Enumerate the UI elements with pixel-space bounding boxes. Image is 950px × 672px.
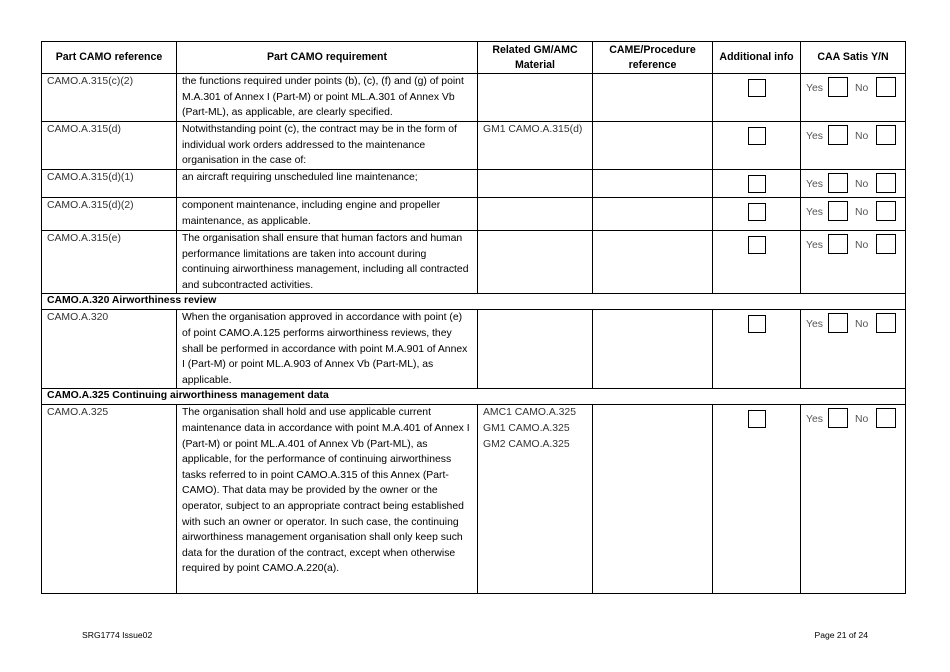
row-caa-satis: [801, 74, 906, 122]
no-checkbox[interactable]: [876, 313, 896, 333]
footer-document-id: SRG1774 Issue02: [82, 630, 153, 640]
row-came-reference[interactable]: [593, 310, 713, 389]
row-caa-satis: [801, 231, 906, 294]
row-gm-amc: [478, 170, 593, 198]
row-came-reference[interactable]: [593, 170, 713, 198]
row-reference: CAMO.A.320: [42, 310, 177, 389]
no-label: No: [854, 240, 869, 251]
yes-label: Yes: [806, 83, 823, 94]
row-reference: CAMO.A.315(d): [42, 122, 177, 170]
row-reference: CAMO.A.315(d)(2): [42, 198, 177, 231]
row-requirement: When the organisation approved in accordance with point (e) of point CAMO.A.125 performs airworthiness reviews, they shall be performed in accordance with point M.A.901 of Annex I (Part-M) or point ML.A.903 of Annex Vb (Part-ML), as applicable.: [177, 310, 478, 389]
row-requirement: The organisation shall hold and use applicable current maintenance data in accordance with point M.A.401 of Annex I (Part-M) or point ML.A.401 of Annex Vb (Part-ML), as applicable, for the performance of continuing airworthiness tasks referred to in point CAMO.A.315 of this Annex (Part-CAMO). That data may be provided by the owner or the operator, subject to an appropriate contract being established with such an owner or operator. In such case, the continuing airworthiness management organisation shall only keep such data for the duration of the contract, except when otherwise required by point CAMO.A.220(a).: [177, 405, 478, 594]
row-caa-satis: [801, 405, 906, 594]
row-came-reference[interactable]: [593, 122, 713, 170]
yes-label: Yes: [806, 131, 823, 142]
section-row: [42, 389, 906, 405]
header-came-procedure-reference: CAME/Procedure reference: [593, 42, 713, 74]
additional-info-checkbox[interactable]: [748, 315, 766, 333]
no-label: No: [854, 319, 869, 331]
additional-info-checkbox[interactable]: [748, 236, 766, 254]
camo-compliance-table: [41, 41, 906, 594]
row-gm-amc: [478, 310, 593, 389]
section-heading-airworthiness-review: CAMO.A.320 Airworthiness review: [42, 294, 906, 310]
row-caa-satis: [801, 122, 906, 170]
row-gm-amc: [478, 231, 593, 294]
no-label: No: [854, 131, 869, 142]
no-checkbox[interactable]: [876, 77, 896, 97]
row-additional-info: [713, 170, 801, 198]
additional-info-checkbox[interactable]: [748, 410, 766, 428]
row-additional-info: [713, 198, 801, 231]
row-requirement: The organisation shall ensure that human factors and human performance limitations are taken into account during continuing airworthiness management, including all contracted and subcontracted activities.: [177, 231, 478, 294]
yes-label: Yes: [806, 319, 823, 331]
section-row: [42, 294, 906, 310]
yes-checkbox[interactable]: [828, 77, 848, 97]
additional-info-checkbox[interactable]: [748, 127, 766, 145]
header-part-camo-requirement: Part CAMO requirement: [177, 42, 478, 74]
section-heading-maintenance-data: CAMO.A.325 Continuing airworthiness management data: [42, 389, 906, 405]
row-requirement: an aircraft requiring unscheduled line maintenance;: [177, 170, 478, 198]
header-related-gm-amc: Related GM/AMC Material: [478, 42, 593, 74]
no-checkbox[interactable]: [876, 408, 896, 428]
header-part-camo-reference: Part CAMO reference: [42, 42, 177, 74]
no-checkbox[interactable]: [876, 201, 896, 221]
table-row: [42, 310, 906, 389]
row-caa-satis: [801, 310, 906, 389]
row-came-reference[interactable]: [593, 405, 713, 594]
table-row: [42, 74, 906, 122]
row-requirement: component maintenance, including engine and propeller maintenance, as applicable.: [177, 198, 478, 231]
row-additional-info: [713, 231, 801, 294]
yes-checkbox[interactable]: [828, 313, 848, 333]
table-header-row: [42, 42, 906, 74]
no-label: No: [854, 83, 869, 94]
table-row: [42, 231, 906, 294]
row-reference: CAMO.A.315(d)(1): [42, 170, 177, 198]
row-came-reference[interactable]: [593, 74, 713, 122]
row-gm-amc: AMC1 CAMO.A.325 GM1 CAMO.A.325 GM2 CAMO.A.325: [478, 405, 593, 594]
yes-checkbox[interactable]: [828, 408, 848, 428]
header-additional-info: Additional info: [713, 42, 801, 74]
row-additional-info: [713, 74, 801, 122]
no-checkbox[interactable]: [876, 125, 896, 145]
row-caa-satis: [801, 198, 906, 231]
row-requirement: the functions required under points (b), (c), (f) and (g) of point M.A.301 of Annex I (Part-M) or point ML.A.301 of Annex Vb (Part-ML), as applicable, are clearly specified.: [177, 74, 478, 122]
no-checkbox[interactable]: [876, 173, 896, 193]
row-reference: CAMO.A.315(e): [42, 231, 177, 294]
table-row: [42, 405, 906, 594]
header-caa-satis: CAA Satis Y/N: [801, 42, 906, 74]
yes-label: Yes: [806, 240, 823, 251]
row-came-reference[interactable]: [593, 231, 713, 294]
yes-checkbox[interactable]: [828, 125, 848, 145]
no-label: No: [854, 179, 869, 190]
table-row: [42, 170, 906, 198]
yes-label: Yes: [806, 179, 823, 190]
table-row: [42, 198, 906, 231]
row-reference: CAMO.A.315(c)(2): [42, 74, 177, 122]
additional-info-checkbox[interactable]: [748, 175, 766, 193]
row-gm-amc: GM1 CAMO.A.315(d): [478, 122, 593, 170]
yes-label: Yes: [806, 207, 823, 218]
row-additional-info: [713, 405, 801, 594]
row-gm-amc: [478, 198, 593, 231]
yes-checkbox[interactable]: [828, 173, 848, 193]
additional-info-checkbox[interactable]: [748, 203, 766, 221]
row-requirement: Notwithstanding point (c), the contract may be in the form of individual work orders addressed to the maintenance organisation in the case of:: [177, 122, 478, 170]
no-checkbox[interactable]: [876, 234, 896, 254]
yes-checkbox[interactable]: [828, 201, 848, 221]
row-reference: CAMO.A.325: [42, 405, 177, 594]
yes-label: Yes: [806, 414, 823, 426]
footer-page-number: Page 21 of 24: [814, 630, 868, 640]
yes-checkbox[interactable]: [828, 234, 848, 254]
table-row: [42, 122, 906, 170]
row-gm-amc: [478, 74, 593, 122]
row-additional-info: [713, 310, 801, 389]
no-label: No: [854, 207, 869, 218]
row-came-reference[interactable]: [593, 198, 713, 231]
additional-info-checkbox[interactable]: [748, 79, 766, 97]
row-caa-satis: [801, 170, 906, 198]
row-additional-info: [713, 122, 801, 170]
no-label: No: [854, 414, 869, 426]
